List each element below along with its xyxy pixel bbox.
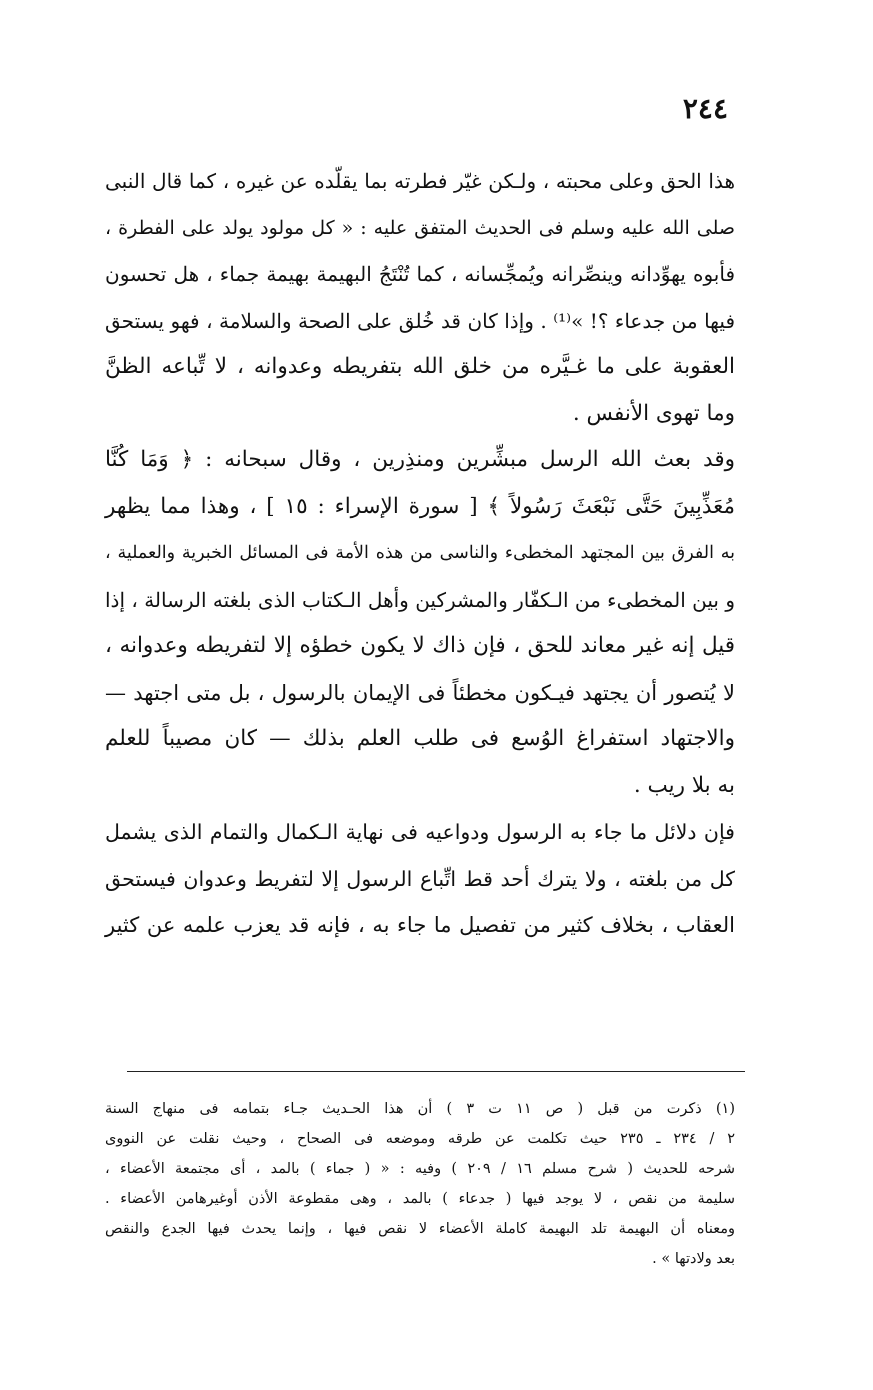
text-line: العقاب ، بخلاف كثير من تفصيل ما جاء به ، فإنه قد يعزب علمه عن كثير bbox=[105, 913, 735, 937]
footnote-separator bbox=[127, 1071, 745, 1072]
main-text bbox=[105, 158, 735, 949]
footnote-line: شرحه للحديث ( شرح مسلم ١٦ / ٢٠٩ ) وفيه : « ( جماء ) بالمد ، أى مجتمعة الأعضاء ، bbox=[105, 1161, 735, 1177]
paragraph-3 bbox=[105, 809, 735, 949]
text-line: وما تهوى الأنفس . bbox=[572, 400, 735, 426]
footnotes bbox=[105, 1094, 735, 1274]
footnote-line: بعد ولادتها » . bbox=[652, 1251, 735, 1267]
text-line: العقوبة على ما غـيَّره من خلق الله بتفريطه وعدوانه ، لا تِّباعه الظنَّ bbox=[105, 354, 735, 379]
text-line: هذا الحق وعلى محبته ، ولـكن غيّر فطرته بما يقلّده عن غيره ، كما قال النبى bbox=[105, 169, 735, 193]
text-line: و بين المخطىء من الـكفّار والمشركين وأهل الـكتاب الذى بلغته الرسالة ، إذا bbox=[105, 587, 735, 612]
text-line: مُعَذِّبِينَ حَتَّى نَبْعَثَ رَسُولاً ﴾ [ سورة الإسراء : ١٥ ] ، وهذا مما يظهر bbox=[105, 493, 735, 519]
text-line: فأبوه يهوِّدانه وينصِّرانه ويُمجِّسانه ، كما تُنْتَجُ البهيمة بهيمة جماء ، هل تحسون bbox=[105, 262, 735, 286]
paragraph-1 bbox=[105, 158, 735, 437]
text-line: قيل إنه غير معاند للحق ، فإن ذاك لا يكون خطؤه إلا لتفريطه وعدوانه ، bbox=[105, 633, 735, 658]
text-line: وقد بعث الله الرسل مبشِّرين ومنذِرين ، وقال سبحانه : ﴿ وَمَا كُنَّا bbox=[105, 447, 735, 472]
text-line: كل من بلغته ، ولا يترك أحد قط اتِّباع الرسول إلا لتفريط وعدوان فيستحق bbox=[105, 866, 735, 891]
paragraph-2 bbox=[105, 437, 735, 809]
footnote-line: ومعناه أن البهيمة تلد البهيمة كاملة الأعضاء لا نقص فيها ، وإنما يحدث فيها الجدع والنقص bbox=[105, 1221, 735, 1237]
text-line: به الفرق بين المجتهد المخطىء والناسى من هذه الأمة فى المسائل الخبرية والعملية ، bbox=[105, 543, 735, 563]
text-line: فيها من جدعاء ؟! »⁽¹⁾ . وإذا كان قد خُلق على الصحة والسلامة ، فهو يستحق bbox=[105, 308, 735, 333]
footnote-line: سليمة من نقص ، لا يوجد فيها ( جدعاء ) بالمد ، وهى مقطوعة الأذن أوغيرهامن الأعضاء . bbox=[105, 1191, 735, 1207]
footnote-line: ٢ / ٢٣٤ ـ ٢٣٥ حيث تكلمت عن طرقه وموضعه فى الصحاح ، وحيث نقلت عن النووى bbox=[105, 1131, 736, 1147]
text-line: صلى الله عليه وسلم فى الحديث المتفق عليه : « كل مولود يولد على الفطرة ، bbox=[105, 216, 735, 239]
text-line: به بلا ريب . bbox=[633, 772, 735, 798]
text-line: لا يُتصور أن يجتهد فيـكون مخطئاً فى الإيمان بالرسول ، بل متى اجتهد — bbox=[105, 680, 735, 705]
footnote-line: (١) ذكرت من قبل ( ص ١١ ت ٣ ) أن هذا الحـديث جـاء بتمامه فى منهاج السنة bbox=[105, 1101, 735, 1117]
text-line: فإن دلائل ما جاء به الرسول ودواعيه فى نهاية الـكمال والتمام الذى يشمل bbox=[105, 820, 735, 844]
text-line: والاجتهاد استفراغ الوُسع فى طلب العلم بذلك — كان مصيباً للعلم bbox=[105, 726, 735, 751]
page-number: ٢٤٤ bbox=[682, 92, 728, 125]
